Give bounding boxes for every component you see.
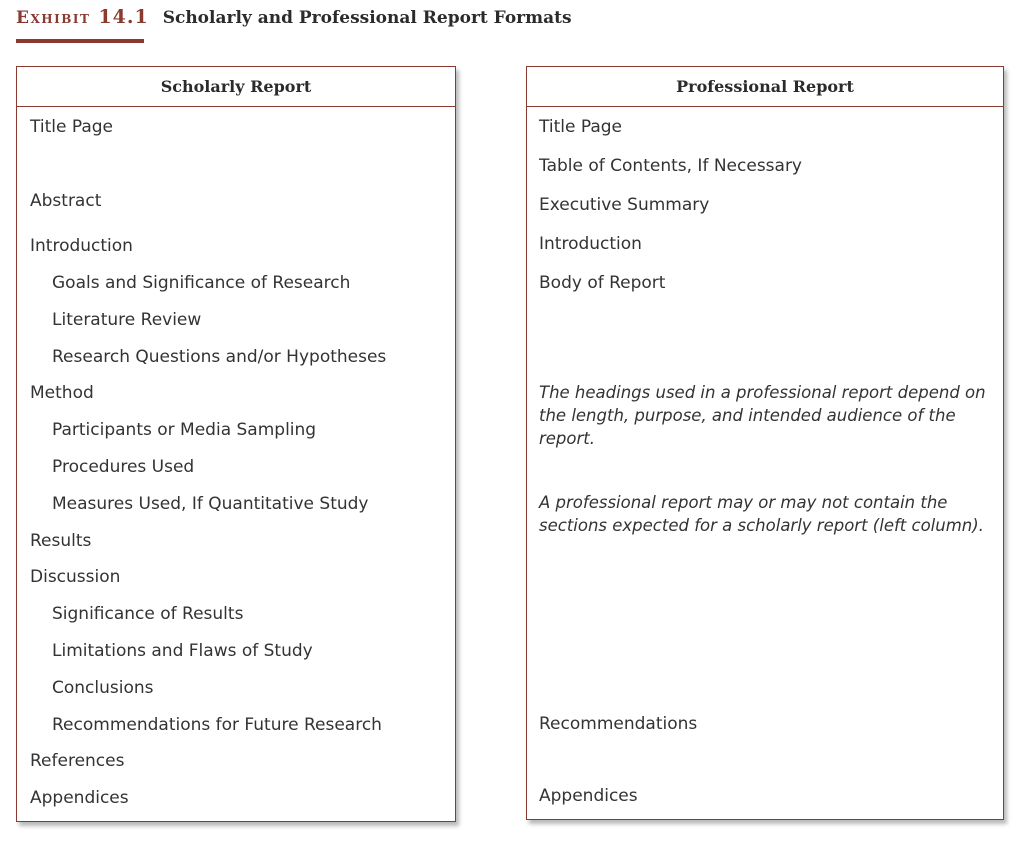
scholarly-subitem-procedures: Procedures Used xyxy=(52,457,195,477)
scholarly-report-panel xyxy=(16,66,456,822)
exhibit-label: Exhibit xyxy=(16,8,91,28)
scholarly-subitem-literature-review: Literature Review xyxy=(52,310,202,330)
scholarly-subitem-significance: Significance of Results xyxy=(52,604,244,624)
scholarly-item-introduction: Introduction xyxy=(30,236,133,256)
professional-item-executive-summary: Executive Summary xyxy=(539,195,710,215)
scholarly-subitem-measures: Measures Used, If Quantitative Study xyxy=(52,494,369,514)
professional-item-title-page: Title Page xyxy=(539,117,622,137)
exhibit-header xyxy=(16,6,572,36)
scholarly-subitem-conclusions: Conclusions xyxy=(52,678,154,698)
scholarly-subitem-recommendations: Recommendations for Future Research xyxy=(52,715,382,735)
scholarly-subitem-goals: Goals and Significance of Research xyxy=(52,273,351,293)
scholarly-item-results: Results xyxy=(30,531,92,551)
scholarly-subitem-research-questions: Research Questions and/or Hypotheses xyxy=(52,347,387,367)
professional-note-headings: The headings used in a professional report depend on the length, purpose, and intended audience of the report. xyxy=(539,383,986,448)
professional-item-introduction: Introduction xyxy=(539,234,642,254)
professional-item-recommendations: Recommendations xyxy=(539,714,698,734)
scholarly-subitem-participants: Participants or Media Sampling xyxy=(52,420,317,440)
scholarly-report-heading: Scholarly Report xyxy=(17,67,455,107)
scholarly-item-discussion: Discussion xyxy=(30,567,121,587)
scholarly-item-appendices: Appendices xyxy=(30,788,129,808)
exhibit-number: 14.1 xyxy=(98,6,149,28)
professional-item-appendices: Appendices xyxy=(539,786,638,806)
scholarly-item-abstract: Abstract xyxy=(30,191,102,211)
professional-item-table-of-contents: Table of Contents, If Necessary xyxy=(539,156,802,176)
scholarly-item-method: Method xyxy=(30,383,94,403)
professional-note-sections: A professional report may or may not contain the sections expected for a scholarly report (left column). xyxy=(539,493,984,535)
scholarly-item-title-page: Title Page xyxy=(30,117,113,137)
scholarly-subitem-limitations: Limitations and Flaws of Study xyxy=(52,641,313,661)
professional-report-heading: Professional Report xyxy=(527,67,1003,107)
exhibit-title: Scholarly and Professional Report Formats xyxy=(162,8,572,28)
professional-report-panel xyxy=(526,66,1004,820)
professional-item-body-of-report: Body of Report xyxy=(539,273,666,293)
scholarly-item-references: References xyxy=(30,751,125,771)
exhibit-underline xyxy=(16,39,144,43)
